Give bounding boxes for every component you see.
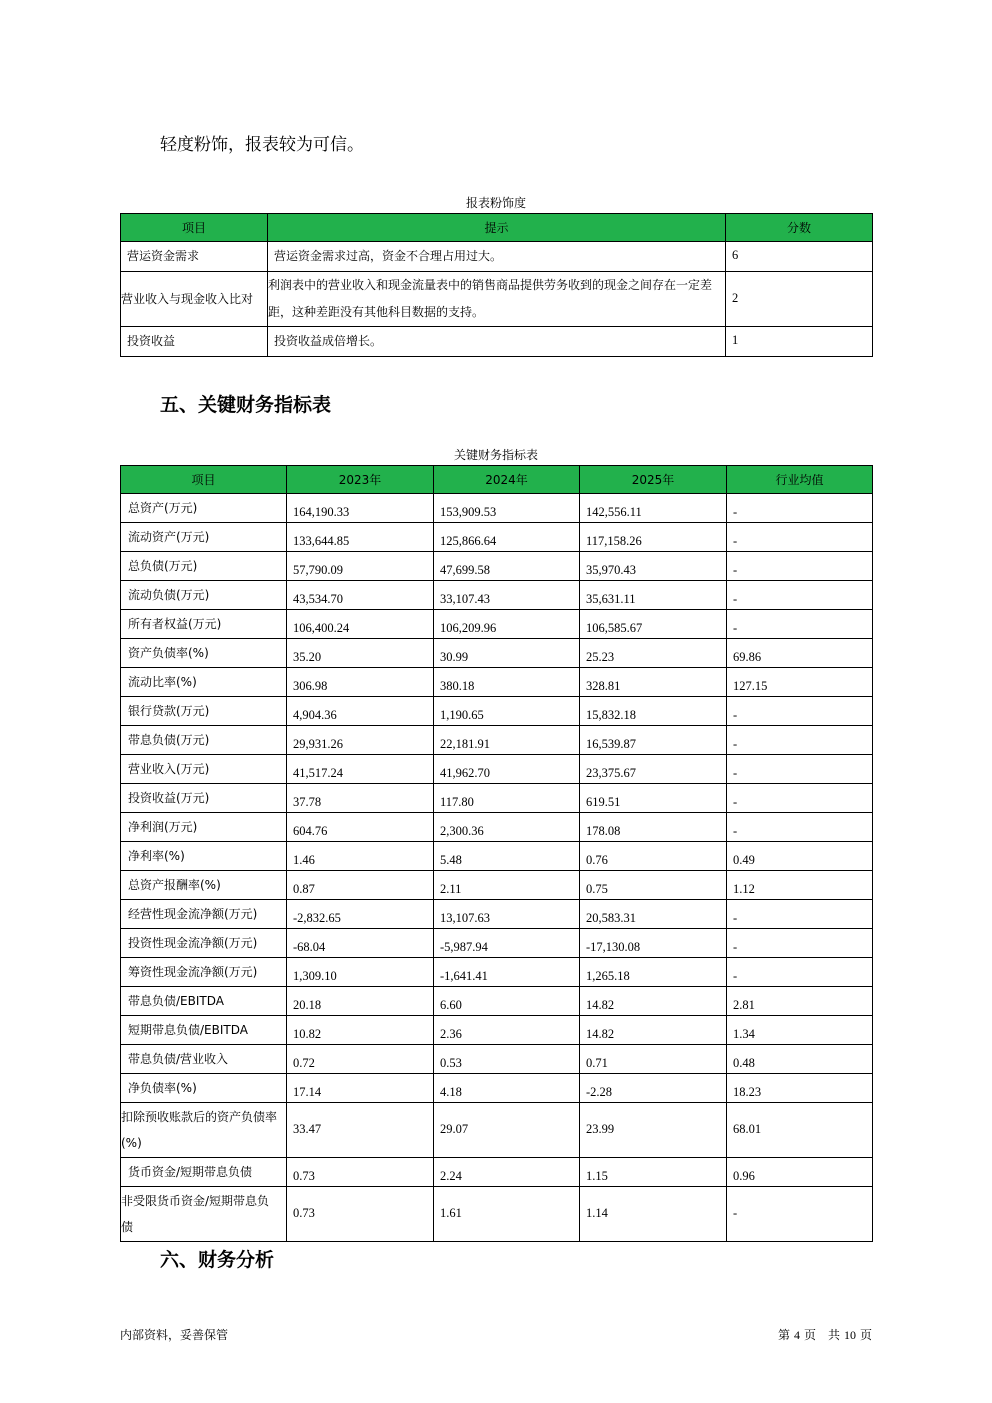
row-value: 106,585.67: [580, 610, 727, 639]
row-value: 328.81: [580, 668, 727, 697]
row-label: 流动资产(万元): [121, 523, 287, 552]
row-value: 29.07: [434, 1103, 580, 1158]
table-row: [121, 1187, 873, 1242]
table-row: [121, 327, 873, 357]
intro-text: 轻度粉饰，报表较为可信。: [160, 135, 364, 155]
row-value: 22,181.91: [434, 726, 580, 755]
row-value: 142,556.11: [580, 494, 727, 523]
row-item: 营运资金需求: [121, 242, 268, 272]
row-value: 13,107.63: [434, 900, 580, 929]
row-value: 15,832.18: [580, 697, 727, 726]
header-hint: 提示: [268, 214, 726, 242]
row-value: 0.87: [287, 871, 434, 900]
table-row: [121, 871, 873, 900]
row-value: 127.15: [727, 668, 873, 697]
row-label: 货币资金/短期带息负债: [121, 1158, 287, 1187]
row-value: 1,265.18: [580, 958, 727, 987]
row-value: -: [727, 494, 873, 523]
row-label: 非受限货币资金/短期带息负债: [121, 1187, 287, 1242]
page-current: 4: [793, 1328, 800, 1342]
page-suffix: 页: [859, 1328, 872, 1342]
header-2024: 2024年: [434, 466, 580, 494]
row-value: 0.71: [580, 1045, 727, 1074]
row-label: 经营性现金流净额(万元): [121, 900, 287, 929]
page-prefix: 第: [777, 1328, 790, 1342]
row-value: 37.78: [287, 784, 434, 813]
page-mid: 页 共: [803, 1328, 840, 1342]
row-value: 1.15: [580, 1158, 727, 1187]
row-value: 4.18: [434, 1074, 580, 1103]
row-value: 178.08: [580, 813, 727, 842]
row-value: 1,190.65: [434, 697, 580, 726]
row-value: 41,962.70: [434, 755, 580, 784]
row-value: 117,158.26: [580, 523, 727, 552]
row-value: 0.49: [727, 842, 873, 871]
row-label: 带息负债(万元): [121, 726, 287, 755]
row-label: 净负债率(%): [121, 1074, 287, 1103]
row-value: -: [727, 726, 873, 755]
row-value: 6.60: [434, 987, 580, 1016]
row-label: 投资收益(万元): [121, 784, 287, 813]
row-value: 43,534.70: [287, 581, 434, 610]
table-row: [121, 1045, 873, 1074]
table-row: [121, 697, 873, 726]
table-row: [121, 929, 873, 958]
row-value: 2,300.36: [434, 813, 580, 842]
row-value: 14.82: [580, 987, 727, 1016]
row-value: -2.28: [580, 1074, 727, 1103]
row-label: 带息负债/EBITDA: [121, 987, 287, 1016]
header-2023: 2023年: [287, 466, 434, 494]
row-value: 57,790.09: [287, 552, 434, 581]
row-label: 总负债(万元): [121, 552, 287, 581]
row-value: 35.20: [287, 639, 434, 668]
row-value: 1.61: [434, 1187, 580, 1242]
row-score: 6: [726, 242, 873, 272]
row-value: 5.48: [434, 842, 580, 871]
row-value: 29,931.26: [287, 726, 434, 755]
row-value: 153,909.53: [434, 494, 580, 523]
table-row: [121, 494, 873, 523]
row-value: -: [727, 581, 873, 610]
row-value: 380.18: [434, 668, 580, 697]
row-value: 125,866.64: [434, 523, 580, 552]
row-value: 33,107.43: [434, 581, 580, 610]
table-row: [121, 639, 873, 668]
row-value: 0.72: [287, 1045, 434, 1074]
section-heading-5: 五、关键财务指标表: [160, 394, 332, 416]
row-label: 扣除预收账款后的资产负债率(%): [121, 1103, 287, 1158]
row-value: -: [727, 929, 873, 958]
row-hint: 营运资金需求过高，资金不合理占用过大。: [268, 242, 726, 272]
table-row: [121, 1074, 873, 1103]
row-item: 营业收入与现金收入比对: [121, 272, 268, 327]
row-value: 106,400.24: [287, 610, 434, 639]
row-value: 106,209.96: [434, 610, 580, 639]
row-value: -: [727, 1187, 873, 1242]
table-row: [121, 958, 873, 987]
row-value: 4,904.36: [287, 697, 434, 726]
table-row: [121, 1016, 873, 1045]
header-industry-avg: 行业均值: [727, 466, 873, 494]
table-row: [121, 813, 873, 842]
row-value: 68.01: [727, 1103, 873, 1158]
whitewash-table: [120, 213, 873, 357]
row-label: 银行贷款(万元): [121, 697, 287, 726]
row-value: 35,970.43: [580, 552, 727, 581]
row-value: 1.46: [287, 842, 434, 871]
row-label: 营业收入(万元): [121, 755, 287, 784]
row-value: -2,832.65: [287, 900, 434, 929]
row-score: 2: [726, 272, 873, 327]
row-value: -1,641.41: [434, 958, 580, 987]
row-label: 净利润(万元): [121, 813, 287, 842]
table-row: [121, 668, 873, 697]
row-value: 0.76: [580, 842, 727, 871]
table-row: [121, 610, 873, 639]
row-value: 0.48: [727, 1045, 873, 1074]
row-label: 筹资性现金流净额(万元): [121, 958, 287, 987]
row-value: -5,987.94: [434, 929, 580, 958]
table-row: [121, 900, 873, 929]
table-row: [121, 272, 873, 327]
row-value: 18.23: [727, 1074, 873, 1103]
header-item: 项目: [121, 466, 287, 494]
row-value: 20.18: [287, 987, 434, 1016]
table-row: [121, 523, 873, 552]
row-label: 短期带息负债/EBITDA: [121, 1016, 287, 1045]
row-value: 164,190.33: [287, 494, 434, 523]
row-label: 资产负债率(%): [121, 639, 287, 668]
row-label: 净利率(%): [121, 842, 287, 871]
row-value: 619.51: [580, 784, 727, 813]
row-value: 33.47: [287, 1103, 434, 1158]
row-value: 1.34: [727, 1016, 873, 1045]
table-row: [121, 842, 873, 871]
row-value: -: [727, 900, 873, 929]
page-total: 10: [843, 1328, 856, 1342]
row-item: 投资收益: [121, 327, 268, 357]
row-value: 1.14: [580, 1187, 727, 1242]
table-row: [121, 552, 873, 581]
row-label: 带息负债/营业收入: [121, 1045, 287, 1074]
footer-note: 内部资料，妥善保管: [120, 1328, 229, 1342]
row-value: 604.76: [287, 813, 434, 842]
row-value: 2.81: [727, 987, 873, 1016]
table-row: [121, 784, 873, 813]
row-value: 10.82: [287, 1016, 434, 1045]
row-value: 133,644.85: [287, 523, 434, 552]
row-value: 35,631.11: [580, 581, 727, 610]
row-value: 20,583.31: [580, 900, 727, 929]
row-value: 16,539.87: [580, 726, 727, 755]
row-value: 0.73: [287, 1187, 434, 1242]
table-row: [121, 987, 873, 1016]
row-value: -17,130.08: [580, 929, 727, 958]
row-value: 117.80: [434, 784, 580, 813]
row-value: 30.99: [434, 639, 580, 668]
row-hint: 投资收益成倍增长。: [268, 327, 726, 357]
row-value: -: [727, 523, 873, 552]
row-value: 0.96: [727, 1158, 873, 1187]
key-indicators-table: [120, 465, 873, 1242]
header-score: 分数: [726, 214, 873, 242]
row-value: 306.98: [287, 668, 434, 697]
row-value: -: [727, 813, 873, 842]
row-value: 14.82: [580, 1016, 727, 1045]
row-value: 23,375.67: [580, 755, 727, 784]
row-value: 1,309.10: [287, 958, 434, 987]
row-value: -68.04: [287, 929, 434, 958]
table1-caption: 报表粉饰度: [465, 196, 526, 210]
table-row: [121, 755, 873, 784]
row-value: 2.11: [434, 871, 580, 900]
row-value: 1.12: [727, 871, 873, 900]
row-value: -: [727, 552, 873, 581]
table-header-row: [121, 466, 873, 494]
row-value: 17.14: [287, 1074, 434, 1103]
row-value: 0.53: [434, 1045, 580, 1074]
table2-caption: 关键财务指标表: [453, 448, 538, 462]
row-value: -: [727, 958, 873, 987]
table-row: [121, 1103, 873, 1158]
row-value: 25.23: [580, 639, 727, 668]
header-item: 项目: [121, 214, 268, 242]
row-label: 流动负债(万元): [121, 581, 287, 610]
row-value: 47,699.58: [434, 552, 580, 581]
row-value: -: [727, 697, 873, 726]
row-label: 流动比率(%): [121, 668, 287, 697]
row-label: 投资性现金流净额(万元): [121, 929, 287, 958]
row-value: -: [727, 755, 873, 784]
row-value: -: [727, 610, 873, 639]
row-value: 0.73: [287, 1158, 434, 1187]
table-row: [121, 1158, 873, 1187]
section-heading-6: 六、财务分析: [160, 1249, 275, 1271]
row-hint: 利润表中的营业收入和现金流量表中的销售商品提供劳务收到的现金之间存在一定差距，这种差距没有其他科目数据的支持。: [268, 272, 726, 327]
row-label: 总资产报酬率(%): [121, 871, 287, 900]
table-row: [121, 581, 873, 610]
table-row: [121, 726, 873, 755]
table-row: [121, 242, 873, 272]
row-value: 69.86: [727, 639, 873, 668]
row-label: 所有者权益(万元): [121, 610, 287, 639]
row-value: 41,517.24: [287, 755, 434, 784]
table-header-row: [121, 214, 873, 242]
row-value: -: [727, 784, 873, 813]
page-number: [778, 1326, 872, 1343]
row-value: 23.99: [580, 1103, 727, 1158]
row-value: 2.24: [434, 1158, 580, 1187]
row-value: 2.36: [434, 1016, 580, 1045]
row-label: 总资产(万元): [121, 494, 287, 523]
row-value: 0.75: [580, 871, 727, 900]
header-2025: 2025年: [580, 466, 727, 494]
row-score: 1: [726, 327, 873, 357]
